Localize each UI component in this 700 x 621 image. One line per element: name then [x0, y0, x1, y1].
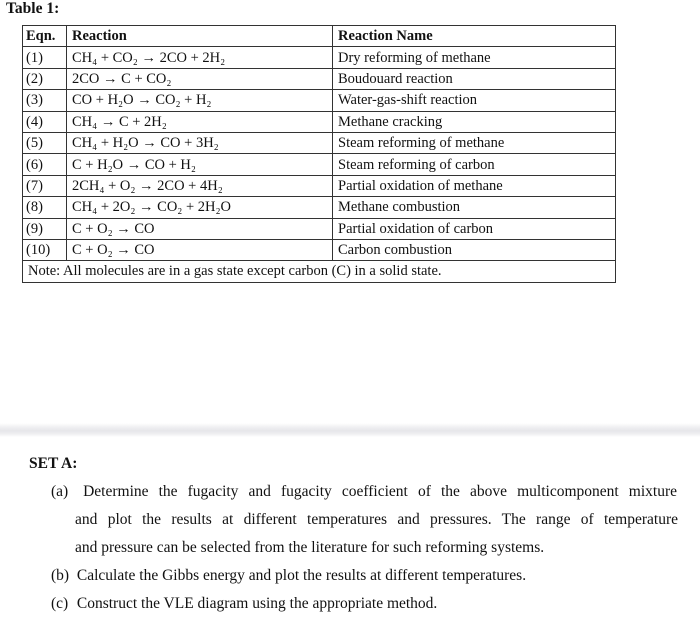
reaction-equation: CH₄ → C + 2H₂ [67, 111, 333, 132]
set-a-title: SET A: [29, 455, 78, 472]
reaction-name: Partial oxidation of carbon [333, 218, 616, 239]
table-row [23, 47, 616, 68]
task-a-line-2: and plot the results at different temperatures and pressures. The range of temperature [75, 511, 678, 528]
reaction-name: Methane combustion [333, 197, 616, 218]
header-eqn: Eqn. [23, 26, 67, 47]
reaction-name: Boudouard reaction [333, 68, 616, 89]
table-row [23, 154, 616, 175]
eqn-number: (3) [23, 90, 67, 111]
reaction-equation: CH₄ + CO₂ → 2CO + 2H₂ [67, 47, 333, 68]
table-note-row [23, 261, 616, 282]
reaction-equation: CO + H₂O → CO₂ + H₂ [67, 90, 333, 111]
task-text: Construct the VLE diagram using the appropriate method. [76, 595, 438, 612]
task-text: Determine the fugacity and fugacity coefficient of the above multicomponent mixture [83, 483, 678, 500]
reaction-equation: CH₄ + 2O₂ → CO₂ + 2H₂O [67, 197, 333, 218]
reaction-name: Partial oxidation of methane [333, 175, 616, 196]
reaction-name: Steam reforming of carbon [333, 154, 616, 175]
task-text: Calculate the Gibbs energy and plot the results at different temperatures. [76, 567, 527, 584]
table-row [23, 68, 616, 89]
table-row [23, 197, 616, 218]
eqn-number: (2) [23, 68, 67, 89]
header-reaction-name: Reaction Name [333, 26, 616, 47]
reaction-equation: 2CO → C + CO₂ [67, 68, 333, 89]
eqn-number: (8) [23, 197, 67, 218]
reaction-name: Methane cracking [333, 111, 616, 132]
eqn-number: (9) [23, 218, 67, 239]
table-title: Table 1: [6, 0, 60, 17]
reaction-name: Steam reforming of methane [333, 132, 616, 153]
reaction-name: Water-gas-shift reaction [333, 90, 616, 111]
reaction-equation: CH₄ + H₂O → CO + 3H₂ [67, 132, 333, 153]
table-row [23, 90, 616, 111]
reaction-equation: C + O₂ → CO [67, 239, 333, 260]
reaction-name: Dry reforming of methane [333, 47, 616, 68]
reaction-name: Carbon combustion [333, 239, 616, 260]
task-label: (c) [51, 595, 69, 612]
task-c [51, 590, 437, 618]
eqn-number: (10) [23, 239, 67, 260]
table-header-row [23, 26, 616, 47]
eqn-number: (6) [23, 154, 67, 175]
table-row [23, 111, 616, 132]
reaction-equation: 2CH₄ + O₂ → 2CO + 4H₂ [67, 175, 333, 196]
table-note: Note: All molecules are in a gas state except carbon (C) in a solid state. [23, 261, 616, 282]
table-row [23, 175, 616, 196]
table-row [23, 239, 616, 260]
eqn-number: (5) [23, 132, 67, 153]
eqn-number: (4) [23, 111, 67, 132]
section-divider [0, 423, 700, 437]
task-a-line-1 [51, 478, 677, 506]
task-label: (a) [51, 483, 69, 500]
header-reaction: Reaction [67, 26, 333, 47]
table-row [23, 218, 616, 239]
reaction-equation: C + H₂O → CO + H₂ [67, 154, 333, 175]
task-a-line-3: and pressure can be selected from the literature for such reforming systems. [75, 539, 545, 556]
eqn-number: (7) [23, 175, 67, 196]
task-b [51, 562, 526, 590]
table-row [23, 132, 616, 153]
reaction-table [22, 25, 616, 283]
task-label: (b) [51, 567, 70, 584]
eqn-number: (1) [23, 47, 67, 68]
reaction-equation: C + O₂ → CO [67, 218, 333, 239]
